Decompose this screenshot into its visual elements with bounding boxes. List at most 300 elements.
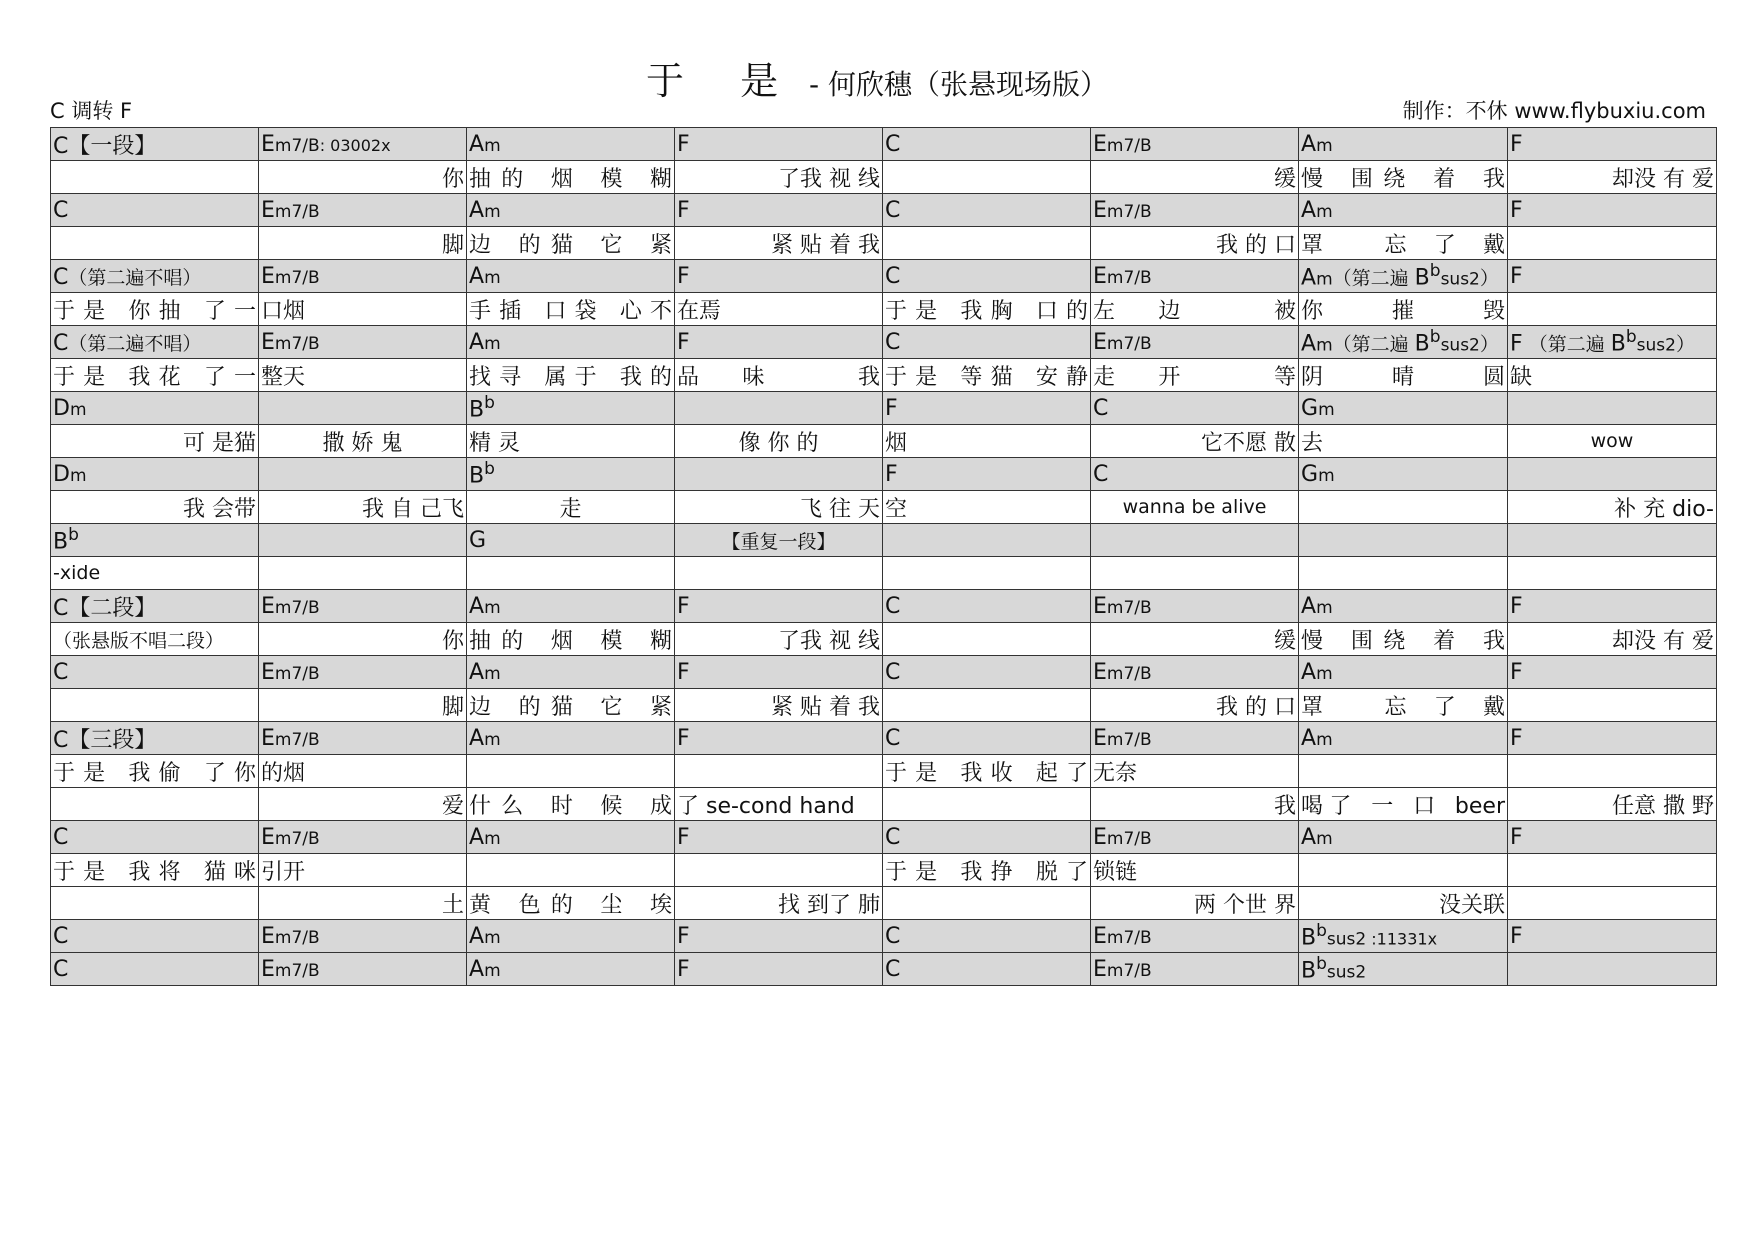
lyric-cell — [1508, 425, 1717, 458]
lyric-text: wow — [1590, 430, 1634, 452]
section-label: 【三段】 — [68, 727, 157, 753]
lyric-cell — [259, 293, 467, 326]
chord-quality: m — [484, 267, 501, 288]
chord-cell — [1299, 656, 1508, 689]
lyric-row — [51, 293, 1717, 326]
chord-note: ） — [1675, 333, 1695, 356]
chord-quality: m — [69, 465, 87, 486]
lyric-cell — [1299, 689, 1508, 722]
chord-root: C — [885, 824, 901, 850]
chord-cell — [51, 920, 259, 953]
chord-root: C — [53, 330, 69, 356]
chord-cell — [467, 656, 675, 689]
lyric-cell — [259, 359, 467, 392]
chord-cell — [675, 722, 883, 755]
chord-root: F — [1510, 263, 1523, 289]
lyric-text: 任意 撒 野 — [1612, 793, 1714, 819]
chord-quality: m7/B — [1106, 960, 1152, 981]
lyric-text: 整天 — [261, 364, 306, 390]
chord-cell — [51, 953, 259, 986]
chord-root: B — [1301, 925, 1317, 951]
chord-root: C — [53, 956, 69, 982]
lyric-cell — [51, 689, 259, 722]
lyric-text: 去 — [1301, 430, 1324, 456]
chord-quality: m7/B — [1106, 729, 1152, 750]
chord-root: E — [1093, 824, 1107, 850]
chord-quality: sus2 — [1440, 335, 1480, 356]
chord-quality: m — [484, 729, 501, 750]
lyric-text: 飞 往 天 — [800, 496, 880, 522]
lyric-text: 它不愿 散 — [1201, 430, 1296, 456]
chord-root: F — [677, 131, 690, 157]
chord-accidental: b — [484, 459, 495, 480]
lyric-row — [51, 491, 1717, 524]
lyric-text: 烟 — [885, 430, 908, 456]
song-title-artist: - 何欣穗（张悬现场版） — [800, 68, 1108, 101]
chord-root: F — [677, 197, 690, 223]
chord-root: E — [1093, 197, 1107, 223]
chord-root: C — [885, 197, 901, 223]
lyric-cell — [259, 557, 467, 590]
lyric-text: 我 的 口 — [1216, 694, 1296, 720]
chord-root: E — [1093, 725, 1107, 751]
chord-root: C — [53, 133, 69, 159]
chord-note: （第二遍不唱） — [68, 332, 202, 355]
lyric-text: 于是 你抽 了一 — [53, 298, 256, 324]
chord-quality: m — [1316, 828, 1333, 849]
chord-root: F — [677, 956, 690, 982]
lyric-text: 手插 口袋 心不 — [469, 298, 672, 324]
chord-quality: m — [484, 597, 501, 618]
chord-root: B — [469, 397, 485, 423]
chord-cell — [675, 920, 883, 953]
lyric-row — [51, 557, 1717, 590]
chord-quality: sus2 — [1326, 962, 1367, 983]
chord-cell — [51, 194, 259, 227]
section-label: 【二段】 — [68, 595, 157, 621]
chord-cell — [467, 953, 675, 986]
chord-root: C — [885, 329, 901, 355]
chord-quality: m — [484, 927, 501, 948]
lyric-cell — [51, 854, 259, 887]
lyric-cell — [1508, 689, 1717, 722]
lyric-text: 你 — [441, 166, 464, 192]
chord-root: G — [1301, 461, 1319, 487]
chord-row — [51, 953, 1717, 986]
lyric-cell — [883, 623, 1091, 656]
lyric-cell — [1091, 161, 1299, 194]
lyric-cell — [883, 854, 1091, 887]
key-label: C 调转 F — [50, 99, 133, 123]
lyric-text: 了我 视 线 — [778, 166, 880, 192]
chord-cell — [675, 194, 883, 227]
lyric-cell — [1091, 557, 1299, 590]
lyric-text: 我 会带 — [183, 496, 256, 522]
lyric-text: 口烟 — [261, 298, 306, 324]
lyric-cell — [1299, 359, 1508, 392]
lyric-cell — [883, 425, 1091, 458]
chord-cell — [1091, 128, 1299, 161]
lyric-text: 精 灵 — [469, 430, 520, 456]
lyric-row — [51, 788, 1717, 821]
chord-cell — [51, 524, 259, 557]
chord-cell — [1091, 656, 1299, 689]
chord-cell — [883, 524, 1091, 557]
lyric-cell — [1091, 623, 1299, 656]
chord-cell — [467, 821, 675, 854]
chord-cell — [467, 458, 675, 491]
lyric-cell — [675, 755, 883, 788]
chord-cell — [259, 392, 467, 425]
lyric-cell — [259, 788, 467, 821]
chord-root: E — [261, 923, 275, 949]
lyric-cell — [467, 359, 675, 392]
chord-quality: m7/B — [274, 201, 320, 222]
chord-accidental: b — [1316, 954, 1327, 975]
chord-root: C — [1093, 461, 1109, 487]
chord-cell — [467, 128, 675, 161]
chord-cell — [883, 194, 1091, 227]
lyric-text: 于是 我胸 口的 — [885, 298, 1088, 324]
chord-accidental: b — [1429, 327, 1441, 348]
lyric-cell — [1508, 491, 1717, 524]
chord-cell — [675, 458, 883, 491]
lyric-text: wanna be alive — [1122, 496, 1267, 518]
chord-root: F — [1510, 923, 1523, 949]
lyric-text: 却没 有 爱 — [1612, 166, 1714, 192]
lyric-cell — [675, 227, 883, 260]
chord-cell — [675, 656, 883, 689]
chord-quality: m7/B — [274, 927, 320, 948]
lyric-text: 锁链 — [1093, 859, 1138, 885]
chord-root: A — [469, 329, 485, 355]
lyric-cell — [1508, 755, 1717, 788]
chord-root: A — [1301, 659, 1317, 685]
chord-quality: sus2 — [1636, 335, 1676, 356]
chord-cell — [1299, 953, 1508, 986]
lyric-text: 了我 视 线 — [778, 628, 880, 654]
lyric-text: 慢 围绕 着 我 — [1301, 166, 1505, 192]
lyric-text: 找 到了 肺 — [778, 892, 880, 918]
chord-cell — [883, 953, 1091, 986]
chord-root: A — [469, 956, 485, 982]
credit-label: 制作：不休 www.flybuxiu.com — [1402, 99, 1706, 123]
lyric-cell — [51, 491, 259, 524]
chord-quality: m7/B — [1106, 201, 1152, 222]
chord-quality: m7/B — [1106, 333, 1152, 354]
chord-quality: m — [1316, 201, 1333, 222]
chord-root: B — [469, 463, 485, 489]
chord-cell — [883, 920, 1091, 953]
lyric-cell — [467, 755, 675, 788]
chord-cell — [883, 656, 1091, 689]
lyric-cell — [259, 227, 467, 260]
lyric-cell — [675, 557, 883, 590]
chord-quality: m7/B — [274, 333, 320, 354]
lyric-cell — [883, 359, 1091, 392]
lyric-row — [51, 689, 1717, 722]
lyric-text: 什么 时 候 成 — [469, 793, 672, 819]
lyric-cell — [883, 755, 1091, 788]
lyric-cell — [675, 689, 883, 722]
chord-cell — [1091, 722, 1299, 755]
chord-root: D — [53, 461, 70, 487]
chord-quality: m7/B — [1106, 828, 1152, 849]
chord-root: E — [1093, 956, 1107, 982]
lyric-cell — [1091, 491, 1299, 524]
lyric-cell — [883, 557, 1091, 590]
chord-cell — [51, 458, 259, 491]
chord-cell — [1508, 392, 1717, 425]
chord-root: A — [1301, 824, 1317, 850]
chord-cell — [675, 326, 883, 359]
lyric-cell — [1508, 788, 1717, 821]
chord-root: A — [469, 593, 485, 619]
lyric-cell — [259, 755, 467, 788]
chord-cell — [675, 821, 883, 854]
chord-note: （第二遍 — [1332, 267, 1415, 290]
chord-root: F — [1510, 659, 1523, 685]
chord-cell — [259, 326, 467, 359]
lyric-text: 边 的猫 它 紧 — [469, 232, 672, 258]
lyric-text: 左边 被 — [1093, 298, 1296, 324]
chord-cell — [1299, 920, 1508, 953]
chord-cell — [675, 260, 883, 293]
chord-root: F — [677, 824, 690, 850]
chord-row — [51, 656, 1717, 689]
lyric-text: 罩 忘了戴 — [1301, 694, 1505, 720]
chord-accidental: b — [68, 525, 79, 546]
chord-cell — [1508, 458, 1717, 491]
lyric-text: 我 自 己飞 — [362, 496, 464, 522]
chord-cell — [1508, 194, 1717, 227]
chord-root: D — [53, 395, 70, 421]
chord-root: A — [1301, 593, 1317, 619]
chord-quality: m — [1316, 597, 1333, 618]
chord-fingering: :11331x — [1366, 929, 1438, 949]
lyric-text: 没关联 — [1438, 892, 1505, 918]
chord-cell — [51, 128, 259, 161]
lyric-text: 阴 晴 圆 — [1301, 364, 1505, 390]
chord-root: G — [1301, 395, 1319, 421]
chord-root: E — [261, 725, 275, 751]
chord-quality: m7/B — [274, 135, 320, 156]
chord-cell — [467, 260, 675, 293]
lyric-cell — [1091, 689, 1299, 722]
chord-root: E — [1093, 593, 1107, 619]
lyric-text: 找寻 属于 我的 — [469, 364, 672, 390]
lyric-text: 脚 — [441, 694, 464, 720]
chord-cell — [51, 821, 259, 854]
chord-root: G — [469, 527, 487, 553]
chord-root: A — [1301, 725, 1317, 751]
lyric-cell — [883, 293, 1091, 326]
chord-root: B — [1610, 331, 1626, 357]
chord-root: A — [469, 824, 485, 850]
lyric-cell — [1299, 623, 1508, 656]
lyric-row — [51, 425, 1717, 458]
chord-quality: m7/B — [1106, 663, 1152, 684]
chord-root: A — [469, 725, 485, 751]
lyric-cell — [51, 557, 259, 590]
lyric-text: 了 se-cond hand — [677, 793, 855, 819]
lyric-text: 于是 我收 起了 — [885, 760, 1088, 786]
chord-quality: m7/B — [1106, 135, 1152, 156]
lyric-text: 喝了 一 口 beer — [1301, 793, 1505, 819]
chord-cell — [675, 524, 883, 557]
lyric-cell — [675, 425, 883, 458]
chord-root: A — [1301, 197, 1317, 223]
chord-quality: m — [484, 201, 501, 222]
chord-quality: m — [1316, 335, 1333, 356]
chord-cell — [675, 128, 883, 161]
chord-root: F — [677, 593, 690, 619]
chord-cell — [675, 590, 883, 623]
chord-row — [51, 392, 1717, 425]
lyric-text: 你 — [441, 628, 464, 654]
lyric-cell — [1091, 359, 1299, 392]
chord-root: F — [1510, 331, 1523, 357]
lyric-cell — [259, 623, 467, 656]
chord-root: F — [677, 923, 690, 949]
chord-root: C — [53, 824, 69, 850]
lyric-cell — [259, 425, 467, 458]
chord-cell — [259, 920, 467, 953]
lyric-text: 脚 — [441, 232, 464, 258]
lyric-text: 慢 围绕 着 我 — [1301, 628, 1505, 654]
lyric-cell — [1299, 788, 1508, 821]
lyric-text: 紧 贴 着 我 — [771, 232, 880, 258]
chord-cell — [259, 128, 467, 161]
chord-row — [51, 128, 1717, 161]
chord-cell — [1299, 722, 1508, 755]
lyric-text: 补 充 dio- — [1614, 496, 1714, 522]
lyric-text: 土 — [441, 892, 464, 918]
lyric-text: 品味 我 — [677, 364, 880, 390]
chord-cell — [1091, 920, 1299, 953]
chord-root: A — [469, 659, 485, 685]
chord-accidental: b — [484, 393, 495, 414]
chord-root: E — [261, 197, 275, 223]
chord-cell — [883, 260, 1091, 293]
chord-cell — [1091, 392, 1299, 425]
lyric-text: 走开 等 — [1093, 364, 1296, 390]
chord-root: B — [1414, 331, 1430, 357]
lyric-text: 无奈 — [1093, 760, 1138, 786]
lyric-cell — [467, 788, 675, 821]
lyric-cell — [675, 293, 883, 326]
chord-row — [51, 722, 1717, 755]
lyric-cell — [883, 227, 1091, 260]
lyric-cell — [1091, 293, 1299, 326]
lyric-cell — [1508, 293, 1717, 326]
chord-quality: m — [1318, 399, 1335, 420]
chord-root: A — [469, 197, 485, 223]
lyric-cell — [675, 491, 883, 524]
chord-root: F — [1510, 197, 1523, 223]
lyric-cell — [1091, 755, 1299, 788]
chord-root: C — [885, 659, 901, 685]
chord-root: C — [885, 923, 901, 949]
chord-quality: m — [1316, 663, 1333, 684]
chord-root: A — [469, 923, 485, 949]
lyric-cell — [883, 788, 1091, 821]
lyric-cell — [1299, 491, 1508, 524]
chord-root: A — [1301, 265, 1317, 291]
lyric-cell — [51, 425, 259, 458]
chord-quality: m — [484, 828, 501, 849]
chord-quality: m7/B — [274, 597, 320, 618]
lyric-text: 边 的猫 它 紧 — [469, 694, 672, 720]
chord-accidental: b — [1316, 921, 1327, 942]
chord-cell — [467, 590, 675, 623]
lyric-cell — [1508, 227, 1717, 260]
lyric-cell — [51, 623, 259, 656]
chord-cell — [883, 821, 1091, 854]
chord-cell — [1508, 920, 1717, 953]
chord-row — [51, 194, 1717, 227]
section-label: 【一段】 — [68, 133, 157, 159]
lyric-cell — [675, 854, 883, 887]
chord-root: C — [53, 264, 69, 290]
chord-cell — [1508, 128, 1717, 161]
lyric-text: 缓 — [1273, 166, 1296, 192]
lyric-cell — [1299, 293, 1508, 326]
chord-row — [51, 920, 1717, 953]
chord-cell — [883, 458, 1091, 491]
chord-cell — [883, 392, 1091, 425]
lyric-cell — [1299, 227, 1508, 260]
chord-cell — [467, 326, 675, 359]
chord-cell — [467, 194, 675, 227]
song-title-main: 于 是 — [646, 59, 801, 103]
lyric-text: 缺 — [1510, 364, 1533, 390]
chord-cell — [1508, 260, 1717, 293]
chord-row — [51, 458, 1717, 491]
chord-accidental: b — [1625, 327, 1637, 348]
chord-quality: m7/B — [1106, 927, 1152, 948]
lyric-cell — [51, 293, 259, 326]
chord-cell — [51, 656, 259, 689]
chord-cell — [259, 590, 467, 623]
lyric-text: 我 的 口 — [1216, 232, 1296, 258]
lyric-cell — [883, 491, 1091, 524]
lyric-text: 紧 贴 着 我 — [771, 694, 880, 720]
chord-root: C — [1093, 395, 1109, 421]
chord-root: F — [677, 263, 690, 289]
lyric-cell — [883, 887, 1091, 920]
lyric-cell — [259, 491, 467, 524]
lyric-row — [51, 755, 1717, 788]
lyric-cell — [51, 755, 259, 788]
lyric-cell — [259, 161, 467, 194]
lyric-cell — [883, 161, 1091, 194]
chord-cell — [51, 590, 259, 623]
lyric-cell — [51, 161, 259, 194]
chord-quality: m — [1316, 729, 1333, 750]
chord-quality: m7/B — [274, 960, 320, 981]
lyric-cell — [467, 887, 675, 920]
chord-root: B — [53, 529, 69, 555]
chord-root: F — [885, 461, 898, 487]
lyric-cell — [467, 491, 675, 524]
chord-root: E — [261, 659, 275, 685]
chord-cell — [1091, 821, 1299, 854]
chord-cell — [1299, 458, 1508, 491]
lyric-row — [51, 623, 1717, 656]
lyric-cell — [883, 689, 1091, 722]
lyric-text: 爱 — [441, 793, 464, 819]
